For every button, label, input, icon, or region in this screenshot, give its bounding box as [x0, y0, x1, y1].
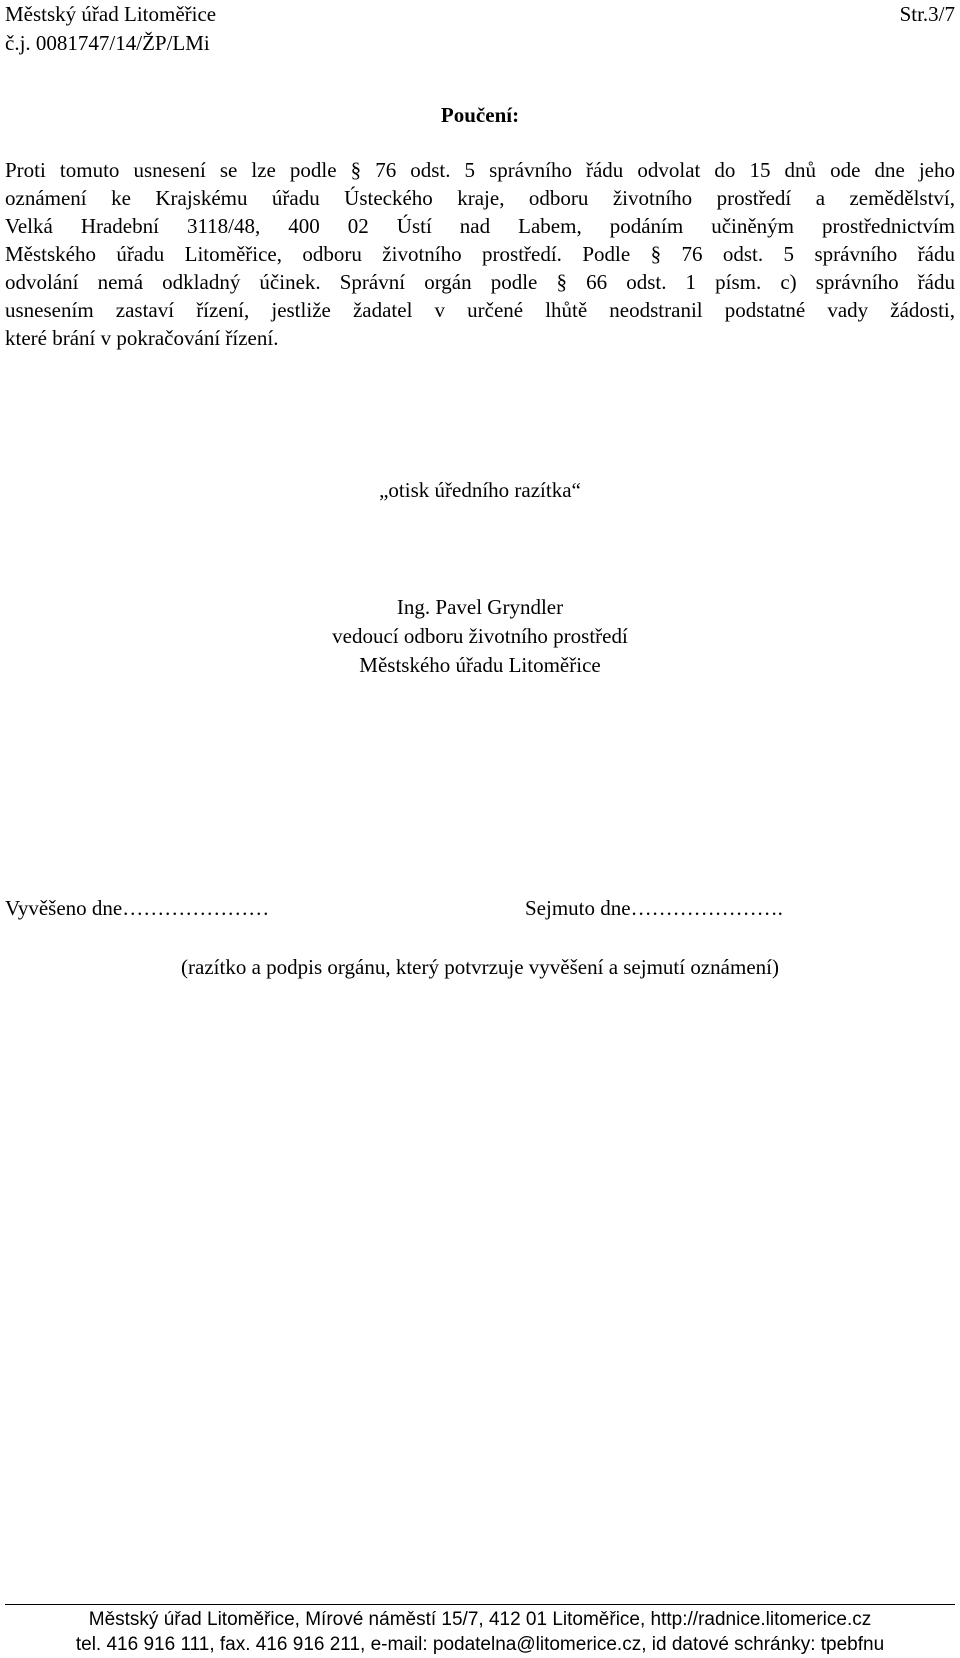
paragraph-line: Velká Hradební 3118/48, 400 02 Ústí nad Labem, podáním učiněným prostřednictvím — [5, 214, 955, 238]
signatory-role: vedoucí odboru životního prostředí — [332, 624, 628, 648]
reference-number: č.j. 0081747/14/ŽP/LMi — [5, 31, 210, 55]
footer-contacts: tel. 416 916 111, fax. 416 916 211, e-mail: podatelna@litomerice.cz, id datové schránky: tpebfnu — [75, 1634, 885, 1655]
paragraph-line: Proti tomuto usnesení se lze podle § 76 odst. 5 správního řádu odvolat do 15 dnů ode dne jeho — [5, 158, 955, 182]
paragraph-line: usnesením zastaví řízení, jestliže žadatel v určené lhůtě neodstranil podstatné vady žádosti, — [5, 298, 955, 322]
page-number: Str.3/7 — [899, 2, 955, 26]
removed-date-field: Sejmuto dne…………………. — [525, 896, 783, 920]
signatory-office: Městského úřadu Litoměřice — [359, 653, 601, 677]
signatory-name: Ing. Pavel Gryndler — [396, 595, 564, 619]
paragraph-line: odvolání nemá odkladný účinek. Správní orgán podle § 66 odst. 1 písm. c) správního řádu — [5, 270, 955, 294]
header-office-name: Městský úřad Litoměřice — [5, 2, 217, 26]
official-stamp-placeholder: „otisk úředního razítka“ — [379, 478, 581, 502]
stamp-signature-note: (razítko a podpis orgánu, který potvrzuje vyvěšení a sejmutí oznámení) — [181, 955, 779, 979]
paragraph-line: oznámení ke Krajskému úřadu Ústeckého kraje, odboru životního prostředí a zemědělství, — [5, 186, 955, 210]
posted-date-field: Vyvěšeno dne………………… — [5, 896, 270, 920]
section-heading: Poučení: — [440, 103, 520, 127]
footer-divider — [5, 1604, 955, 1605]
paragraph-line: které brání v pokračování řízení. — [5, 326, 279, 350]
footer-address: Městský úřad Litoměřice, Mírové náměstí 15/7, 412 01 Litoměřice, http://radnice.litomerice.cz — [88, 1609, 872, 1630]
paragraph-line: Městského úřadu Litoměřice, odboru životního prostředí. Podle § 76 odst. 5 správního řádu — [5, 242, 955, 266]
